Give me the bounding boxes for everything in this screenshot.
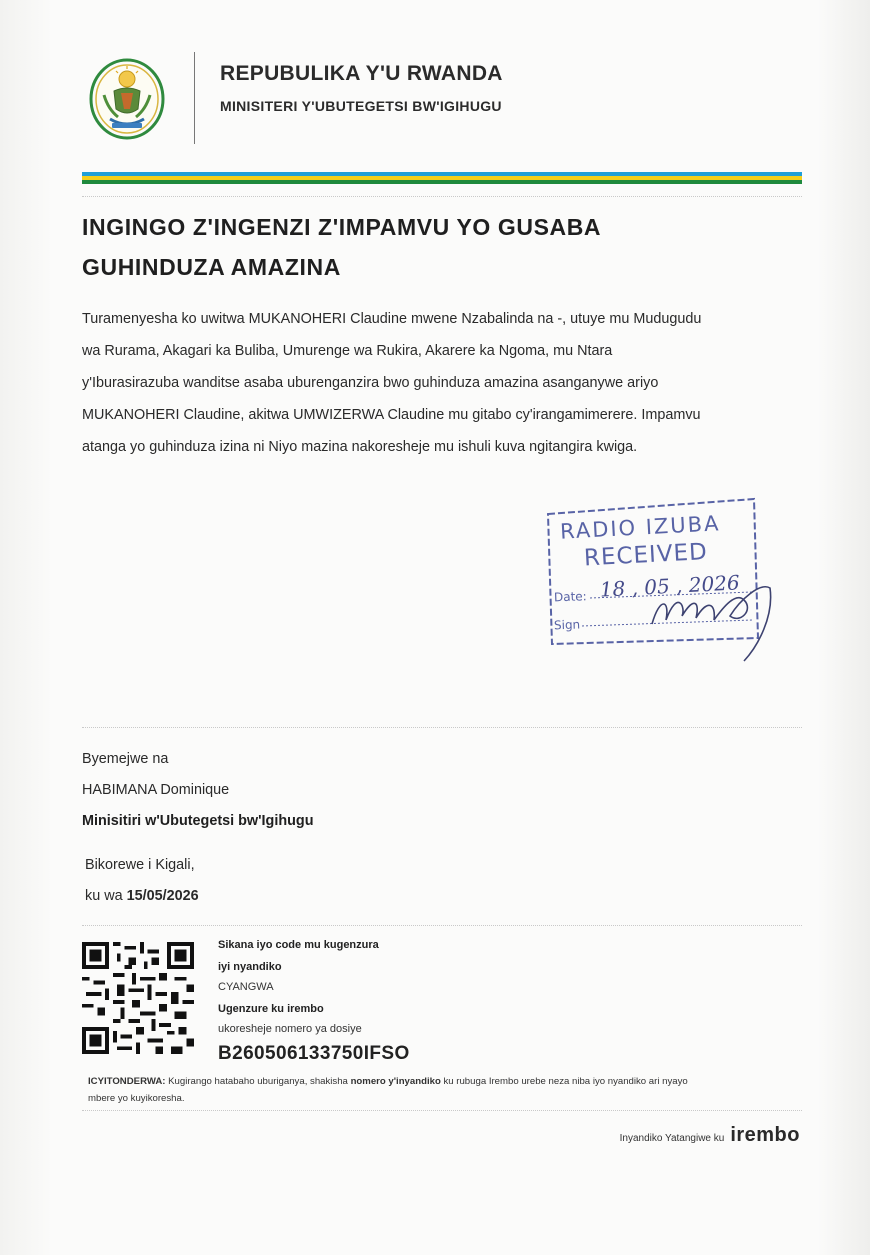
divider: [82, 727, 802, 728]
approver-role: Minisitiri w'Ubutegetsi bw'Igihugu: [82, 813, 314, 829]
received-stamp: [540, 496, 790, 666]
national-color-bar: [82, 172, 802, 184]
issued-by-text: Inyandiko Yatangiwe ku: [619, 1133, 725, 1144]
note-label: ICYITONDERWA:: [88, 1076, 166, 1087]
ministry-name: MINISITERI Y'UBUTEGETSI BW'IGIHUGU: [220, 98, 502, 114]
irembo-logo: irembo: [730, 1124, 800, 1146]
approved-by-label: Byemejwe na: [82, 751, 169, 767]
stamp-line-1: RADIO IZUBA: [559, 511, 721, 544]
body-line-2: wa Rurama, Akagari ka Buliba, Umurenge wa Rukira, Akarere ka Ngoma, mu Ntara: [82, 343, 613, 359]
stamp-date-label: Date:: [553, 589, 587, 605]
title-line-1: INGINGO Z'INGENZI Z'IMPAMVU YO GUSABA: [82, 214, 602, 240]
issued-by: [620, 1124, 800, 1147]
document-reference-number[interactable]: B260506133750IFSO: [218, 1043, 410, 1064]
qr-code-icon[interactable]: [82, 942, 194, 1054]
flag-green-stripe: [82, 180, 802, 184]
body-line-4: MUKANOHERI Claudine, akitwa UMWIZERWA Claudine mu gitabo cy'irangamimerere. Impamvu: [82, 407, 701, 423]
body-line-5: atanga yo guhinduza izina ni Niyo mazina nakoresheje mu ishuli kuva ngitangira kwiga.: [82, 439, 638, 455]
body-paragraph: [82, 303, 802, 463]
use-number-label: ukoresheje nomero ya dosiye: [218, 1023, 362, 1035]
divider: [82, 1110, 802, 1111]
divider: [82, 196, 802, 197]
note-emphasis: nomero y'inyandiko: [350, 1076, 441, 1087]
divider: [82, 925, 802, 926]
issue-date: 15/05/2026: [126, 888, 199, 904]
stamp-sign-label: Sign: [553, 617, 581, 633]
note-line-2: mbere yo kuyikoresha.: [88, 1093, 185, 1104]
scan-instruction-1: Sikana iyo code mu kugenzura: [218, 939, 379, 951]
title-line-2: GUHINDUZA AMAZINA: [82, 254, 341, 280]
or-label: CYANGWA: [218, 981, 274, 993]
note-text-2: ku rubuga Irembo urebe neza niba iyo nyandiko ari nyayo: [440, 1076, 688, 1087]
warning-note: [88, 1073, 788, 1107]
stamp-line-2: RECEIVED: [583, 538, 709, 572]
issue-date-prefix: ku wa: [85, 888, 123, 904]
issue-place: Bikorewe i Kigali,: [85, 857, 195, 873]
country-name: REPUBULIKA Y'U RWANDA: [220, 62, 503, 85]
approver-name: HABIMANA Dominique: [82, 782, 230, 798]
note-text-1: Kugirango hatabaho uburiganya, shakisha: [165, 1076, 351, 1087]
body-line-3: y'Iburasirazuba wanditse asaba uburenganzira bwo guhinduza amazina asanganywe ariyo: [82, 375, 659, 391]
body-line-1: Turamenyesha ko uwitwa MUKANOHERI Claudine mwene Nzabalinda na -, utuye mu Mudugudu: [82, 311, 702, 327]
header-divider: [194, 52, 195, 144]
scan-instruction-2: iyi nyandiko: [218, 961, 282, 973]
document-title: [82, 207, 802, 287]
stamp-date-value: 18 , 05 , 2026: [599, 570, 741, 602]
verify-on-label: Ugenzure ku irembo: [218, 1003, 324, 1015]
issue-date-line: [85, 888, 199, 904]
rwanda-coat-of-arms-icon: [88, 57, 166, 141]
